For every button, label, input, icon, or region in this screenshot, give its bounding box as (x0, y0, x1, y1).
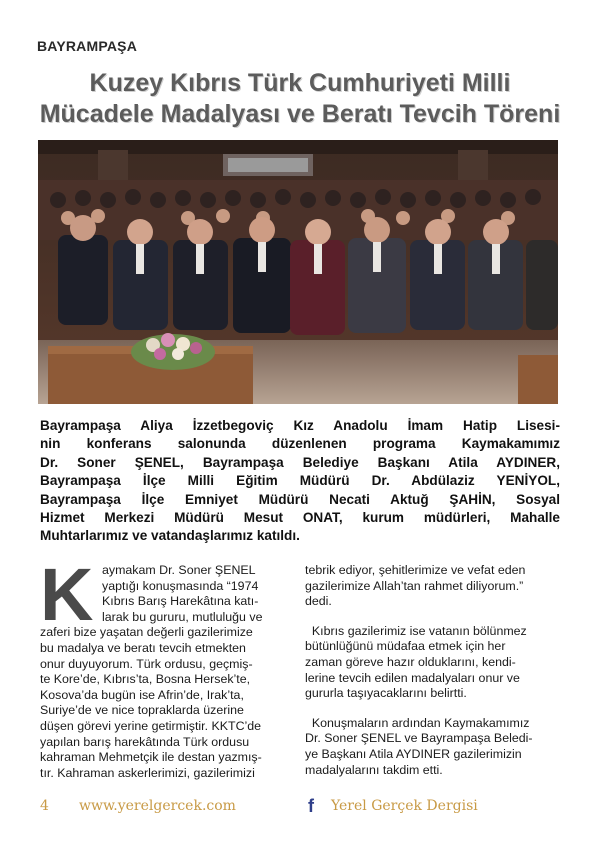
body-line: Kıbrıs gazilerimiz ise vatanın bölünmez (305, 623, 527, 638)
body-line: lerine tevcih edilen madalyaları onur ve (305, 670, 520, 685)
lead-line: Bayrampaşa İlçe Milli Eğitim Müdürü Dr. Abdülaziz YENİYOL, (40, 473, 560, 489)
body-line: tebrik ediyor, şehitlerimize ve vefat eden (305, 563, 526, 577)
body-line: Suriye’de ve nice topraklarda üzerine (40, 703, 244, 718)
lead-paragraph (40, 417, 560, 546)
body-line: yaptığı konuşmasında “1974 (102, 578, 259, 593)
body-line: zaferi bize yaşatan değerli gazilerimize (40, 625, 253, 640)
body-line: aymakam Dr. Soner ŞENEL (102, 563, 256, 577)
body-column-right (305, 563, 555, 778)
body-line: Kosova’da bugün ise Afrin’de, Irak’ta, (40, 687, 244, 702)
facebook-page-name[interactable]: Yerel Gerçek Dergisi (331, 798, 478, 814)
body-line: yapılan barış harekâtında Türk ordusu (40, 734, 250, 749)
body-column-left (40, 563, 283, 781)
body-line: Kıbrıs Barış Harekâtına katı- (102, 594, 259, 609)
drop-cap: K (40, 553, 94, 636)
body-line: bütünlüğünü müdafaa etmek için her (305, 639, 506, 654)
body-line: larak bu gururu, mutluluğu ve (102, 609, 263, 624)
body-line: kahraman Mehmetçik ile destan yazmış- (40, 750, 262, 765)
body-line: gururla taşıyacaklarını belirtti. (305, 686, 467, 701)
body-line: madalyalarını takdim etti. (305, 762, 443, 777)
lead-line: Bayrampaşa Aliya İzzetbegoviç Kız Anadolu İmam Hatip Lisesi- (40, 418, 560, 433)
body-line: dedi. (305, 594, 332, 609)
ceremony-photo (38, 140, 558, 404)
facebook-icon[interactable]: f (308, 796, 314, 816)
page-footer (0, 792, 595, 822)
body-line: onur duyuyorum. Türk ordusu, geçmiş- (40, 656, 253, 671)
lead-line: Muhtarlarımız ve vatandaşlarımız katıldı. (40, 528, 300, 544)
body-line: zaman göreve hazır olduklarını, kendi- (305, 654, 516, 669)
section-label: BAYRAMPAŞA (37, 38, 138, 54)
body-line: te Kore’de, Kıbrıs’ta, Bosna Hersek’te, (40, 672, 251, 687)
body-line: ye Başkanı Atila AYDINER gazilerimizin (305, 746, 522, 761)
article-title (30, 68, 570, 130)
lead-line: nin konferans salonunda düzenlenen programa Kaymakamımız (40, 436, 560, 452)
body-line: tır. Kahraman askerlerimizi, gazilerimizi (40, 765, 255, 780)
lead-line: Hizmet Merkezi Müdürü Mesut ONAT, kurum müdürleri, Mahalle (40, 510, 560, 526)
title-line: Kuzey Kıbrıs Türk Cumhuriyeti Milli (89, 69, 511, 97)
page-number: 4 (40, 798, 49, 814)
body-line: Konuşmaların ardından Kaymakamımız (305, 715, 530, 730)
lead-line: Dr. Soner ŞENEL, Bayrampaşa Belediye Başkanı Atila AYDINER, (40, 454, 560, 470)
lead-line: Bayrampaşa İlçe Emniyet Müdürü Necati Aktuğ ŞAHİN, Sosyal (40, 491, 560, 507)
body-line: gazilerimize Allah’tan rahmet diliyorum.” (305, 578, 524, 593)
body-line: düşen görevi yerine getirmiştir. KKTC’de (40, 718, 262, 733)
title-line: Mücadele Madalyası ve Beratı Tevcih Töreni (39, 100, 561, 128)
website-link[interactable]: www.yerelgercek.com (79, 798, 236, 814)
body-line: bu madalya ve beratı tevcih etmekten (40, 640, 246, 655)
body-line: Dr. Soner ŞENEL ve Bayrampaşa Beledi- (305, 731, 533, 746)
